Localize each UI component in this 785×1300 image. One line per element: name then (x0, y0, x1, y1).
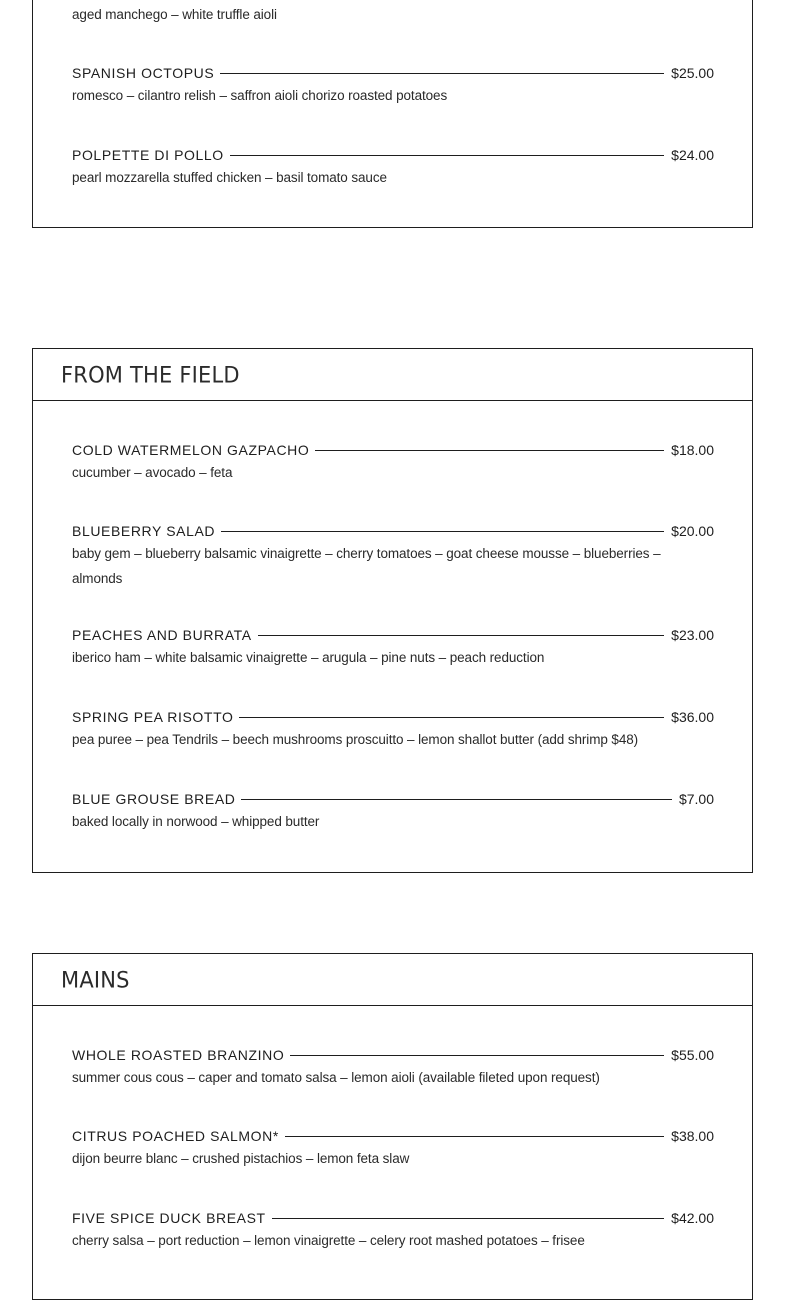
item-description: aged manchego – white truffle aioli (72, 7, 277, 22)
item-name: POLPETTE DI POLLO (72, 147, 224, 163)
menu-item-spring-pea-risotto (72, 707, 714, 752)
item-description: pearl mozzarella stuffed chicken – basil tomato sauce (72, 170, 387, 185)
item-price: $18.00 (671, 442, 714, 458)
leader-line (230, 155, 664, 156)
item-price: $42.00 (671, 1210, 714, 1226)
item-name: FIVE SPICE DUCK BREAST (72, 1210, 266, 1226)
item-price: $36.00 (671, 709, 714, 725)
item-description: iberico ham – white balsamic vinaigrette – arugula – pine nuts – peach reduction (72, 650, 545, 665)
item-price: $20.00 (671, 523, 714, 539)
item-description: romesco – cilantro relish – saffron aioli chorizo roasted potatoes (72, 88, 448, 103)
section-title: FROM THE FIELD (61, 362, 240, 388)
item-price: $55.00 (671, 1047, 714, 1063)
menu-section-from-the-field (32, 348, 753, 873)
menu-item-blue-grouse-bread (72, 789, 714, 834)
section-title: MAINS (61, 967, 130, 993)
menu-item-peaches-and-burrata (72, 625, 714, 670)
item-description: baked locally in norwood – whipped butter (72, 814, 320, 829)
item-name: BLUE GROUSE BREAD (72, 791, 236, 807)
item-description: dijon beurre blanc – crushed pistachios – lemon feta slaw (72, 1151, 410, 1166)
leader-line (220, 73, 664, 74)
item-price: $23.00 (671, 627, 714, 643)
item-description: summer cous cous – caper and tomato salsa – lemon aioli (available fileted upon request) (72, 1070, 600, 1085)
menu-section-top (32, 0, 753, 228)
menu-item-five-spice-duck-breast (72, 1208, 714, 1253)
menu-item-citrus-poached-salmon (72, 1126, 714, 1171)
item-price: $7.00 (678, 791, 714, 807)
item-name: COLD WATERMELON GAZPACHO (72, 442, 310, 458)
item-name: SPRING PEA RISOTTO (72, 709, 234, 725)
menu-item-spanish-octopus (72, 63, 714, 108)
leader-line (315, 450, 664, 451)
item-name: BLUEBERRY SALAD (72, 523, 216, 539)
item-description: cucumber – avocado – feta (72, 465, 233, 480)
leader-line (258, 635, 664, 636)
leader-line (290, 1055, 664, 1056)
leader-line (221, 531, 664, 532)
leader-line (285, 1136, 664, 1137)
item-price: $38.00 (671, 1128, 714, 1144)
item-name: SPANISH OCTOPUS (72, 65, 215, 81)
section-header (33, 954, 752, 1006)
leader-line (239, 717, 664, 718)
item-name: CITRUS POACHED SALMON* (72, 1128, 279, 1144)
menu-item-whole-roasted-branzino (72, 1045, 714, 1090)
item-description: cherry salsa – port reduction – lemon vinaigrette – celery root mashed potatoes – frisee (72, 1233, 585, 1248)
item-price: $24.00 (671, 147, 714, 163)
section-header (33, 349, 752, 401)
item-description: baby gem – blueberry balsamic vinaigrette – cherry tomatoes – goat cheese mousse – blueberries – almonds (72, 546, 661, 586)
leader-line (272, 1218, 664, 1219)
item-description: pea puree – pea Tendrils – beech mushrooms proscuitto – lemon shallot butter (add shrimp $48) (72, 732, 639, 747)
menu-item-blueberry-salad (72, 521, 714, 591)
menu-item-polpette-di-pollo (72, 145, 714, 190)
leader-line (241, 799, 671, 800)
item-name: PEACHES AND BURRATA (72, 627, 252, 643)
item-price: $25.00 (671, 65, 714, 81)
menu-section-mains (32, 953, 753, 1300)
item-name: WHOLE ROASTED BRANZINO (72, 1047, 285, 1063)
menu-item-cold-watermelon-gazpacho (72, 440, 714, 485)
